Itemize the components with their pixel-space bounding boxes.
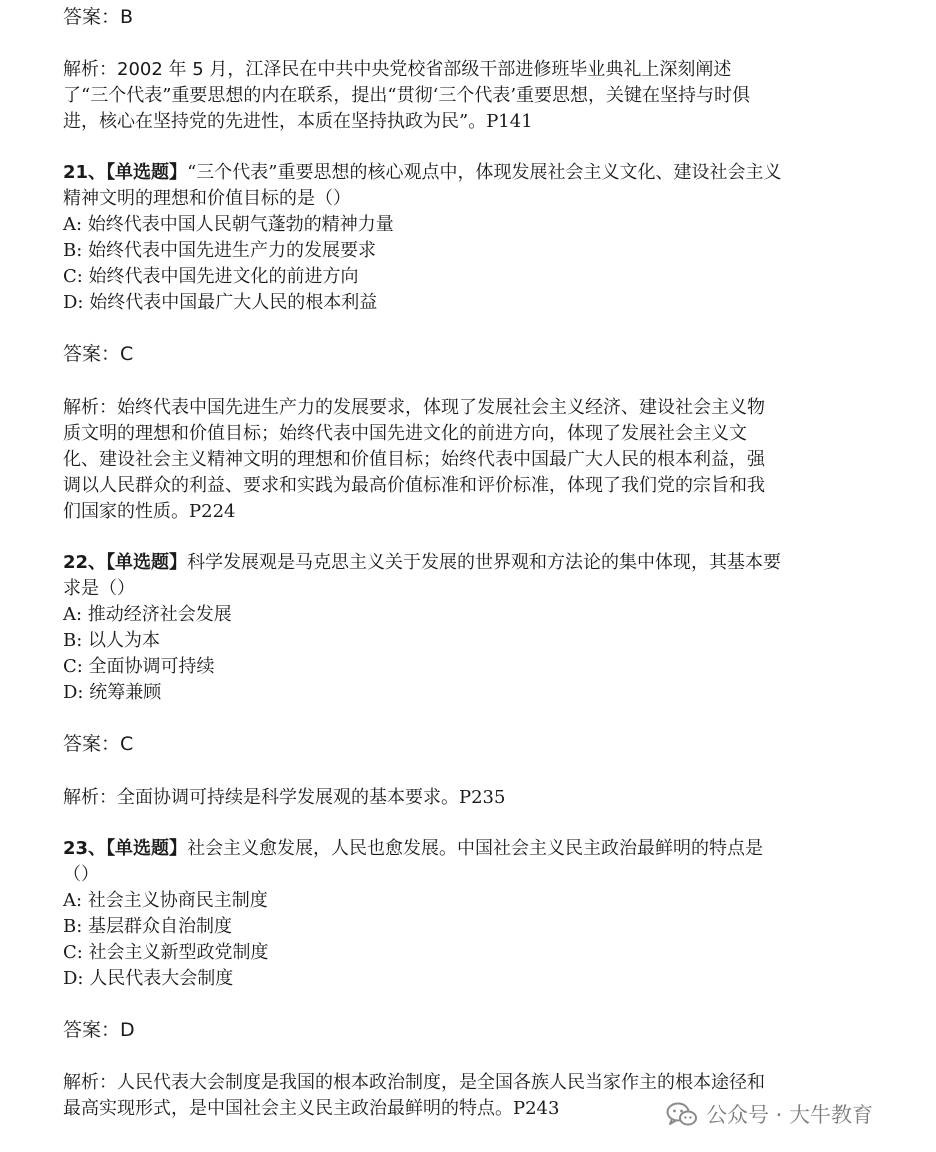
question-23 bbox=[63, 836, 833, 992]
question-stem bbox=[63, 160, 833, 186]
top-analysis bbox=[63, 57, 833, 135]
option-c: C: 社会主义新型政党制度 bbox=[63, 942, 269, 963]
analysis-line: 解析：人民代表大会制度是我国的根本政治制度，是全国各族人民当家作主的根本途径和 bbox=[63, 1072, 765, 1093]
option-b: B: 基层群众自治制度 bbox=[63, 916, 233, 937]
answer-value: C bbox=[120, 343, 134, 365]
option-a: A: 推动经济社会发展 bbox=[63, 604, 232, 625]
answer-value: B bbox=[120, 6, 134, 28]
analysis-line: 化、建设社会主义精神文明的理想和价值目标；始终代表中国最广大人民的根本利益，强 bbox=[63, 449, 765, 470]
analysis-line: 解析：全面协调可持续是科学发展观的基本要求。P235 bbox=[63, 787, 506, 808]
option-d: D: 人民代表大会制度 bbox=[63, 968, 234, 989]
analysis-22 bbox=[63, 785, 833, 811]
question-21 bbox=[63, 160, 833, 316]
question-stem bbox=[63, 836, 833, 862]
top-answer bbox=[63, 4, 833, 30]
question-stem-text: “三个代表”重要思想的核心观点中，体现发展社会主义文化、建设社会主义 bbox=[187, 162, 782, 183]
analysis-line: 最高实现形式，是中国社会主义民主政治最鲜明的特点。P243 bbox=[63, 1098, 560, 1119]
question-type-tag: 【单选题】 bbox=[106, 162, 188, 183]
analysis-line: 质文明的理想和价值目标；始终代表中国先进文化的前进方向，体现了发展社会主义文 bbox=[63, 423, 747, 444]
watermark-text: 公众号 · 大牛教育 bbox=[706, 1103, 874, 1127]
analysis-line: 解析：2002 年 5 月，江泽民在中共中央党校省部级干部进修班毕业典礼上深刻阐述 bbox=[63, 59, 732, 80]
answer-22 bbox=[63, 731, 833, 757]
answer-label: 答案： bbox=[63, 733, 121, 755]
answer-value: C bbox=[120, 733, 134, 755]
option-d: D: 统筹兼顾 bbox=[63, 682, 162, 703]
option-a: A: 始终代表中国人民朝气蓬勃的精神力量 bbox=[63, 214, 394, 235]
answer-label: 答案： bbox=[63, 343, 121, 365]
wechat-icon bbox=[666, 1101, 698, 1129]
analysis-line: 进，核心在坚持党的先进性，本质在坚持执政为民”。P141 bbox=[63, 111, 533, 132]
question-stem-text: 精神文明的理想和价值目标的是（） bbox=[63, 188, 351, 209]
answer-label: 答案： bbox=[63, 1019, 121, 1041]
question-stem bbox=[63, 550, 833, 576]
answer-value: D bbox=[120, 1019, 135, 1041]
question-type-tag: 【单选题】 bbox=[106, 838, 188, 859]
option-c: C: 全面协调可持续 bbox=[63, 656, 215, 677]
analysis-line: 了“三个代表”重要思想的内在联系，提出“贯彻‘三个代表’重要思想，关键在坚持与时俱 bbox=[63, 85, 751, 106]
question-number: 23、 bbox=[63, 838, 107, 859]
option-b: B: 始终代表中国先进生产力的发展要求 bbox=[63, 240, 377, 261]
option-d: D: 始终代表中国最广大人民的根本利益 bbox=[63, 292, 378, 313]
option-a: A: 社会主义协商民主制度 bbox=[63, 890, 268, 911]
question-stem-text: 科学发展观是马克思主义关于发展的世界观和方法论的集中体现，其基本要 bbox=[187, 552, 782, 573]
answer-label: 答案： bbox=[63, 6, 121, 28]
option-c: C: 始终代表中国先进文化的前进方向 bbox=[63, 266, 359, 287]
question-stem-text: 社会主义愈发展，人民也愈发展。中国社会主义民主政治最鲜明的特点是 bbox=[187, 838, 764, 859]
analysis-21 bbox=[63, 395, 833, 525]
option-b: B: 以人为本 bbox=[63, 630, 161, 651]
question-number: 21、 bbox=[63, 162, 107, 183]
analysis-line: 解析：始终代表中国先进生产力的发展要求，体现了发展社会主义经济、建设社会主义物 bbox=[63, 397, 765, 418]
analysis-line: 调以人民群众的利益、要求和实践为最高价值标准和评价标准，体现了我们党的宗旨和我 bbox=[63, 475, 765, 496]
question-22 bbox=[63, 550, 833, 706]
analysis-line: 们国家的性质。P224 bbox=[63, 501, 236, 522]
question-number: 22、 bbox=[63, 552, 107, 573]
question-type-tag: 【单选题】 bbox=[106, 552, 188, 573]
question-stem-text: （） bbox=[63, 864, 99, 885]
answer-23 bbox=[63, 1017, 833, 1043]
watermark bbox=[666, 1098, 873, 1132]
question-stem-text: 求是（） bbox=[63, 578, 135, 599]
answer-21 bbox=[63, 341, 833, 367]
